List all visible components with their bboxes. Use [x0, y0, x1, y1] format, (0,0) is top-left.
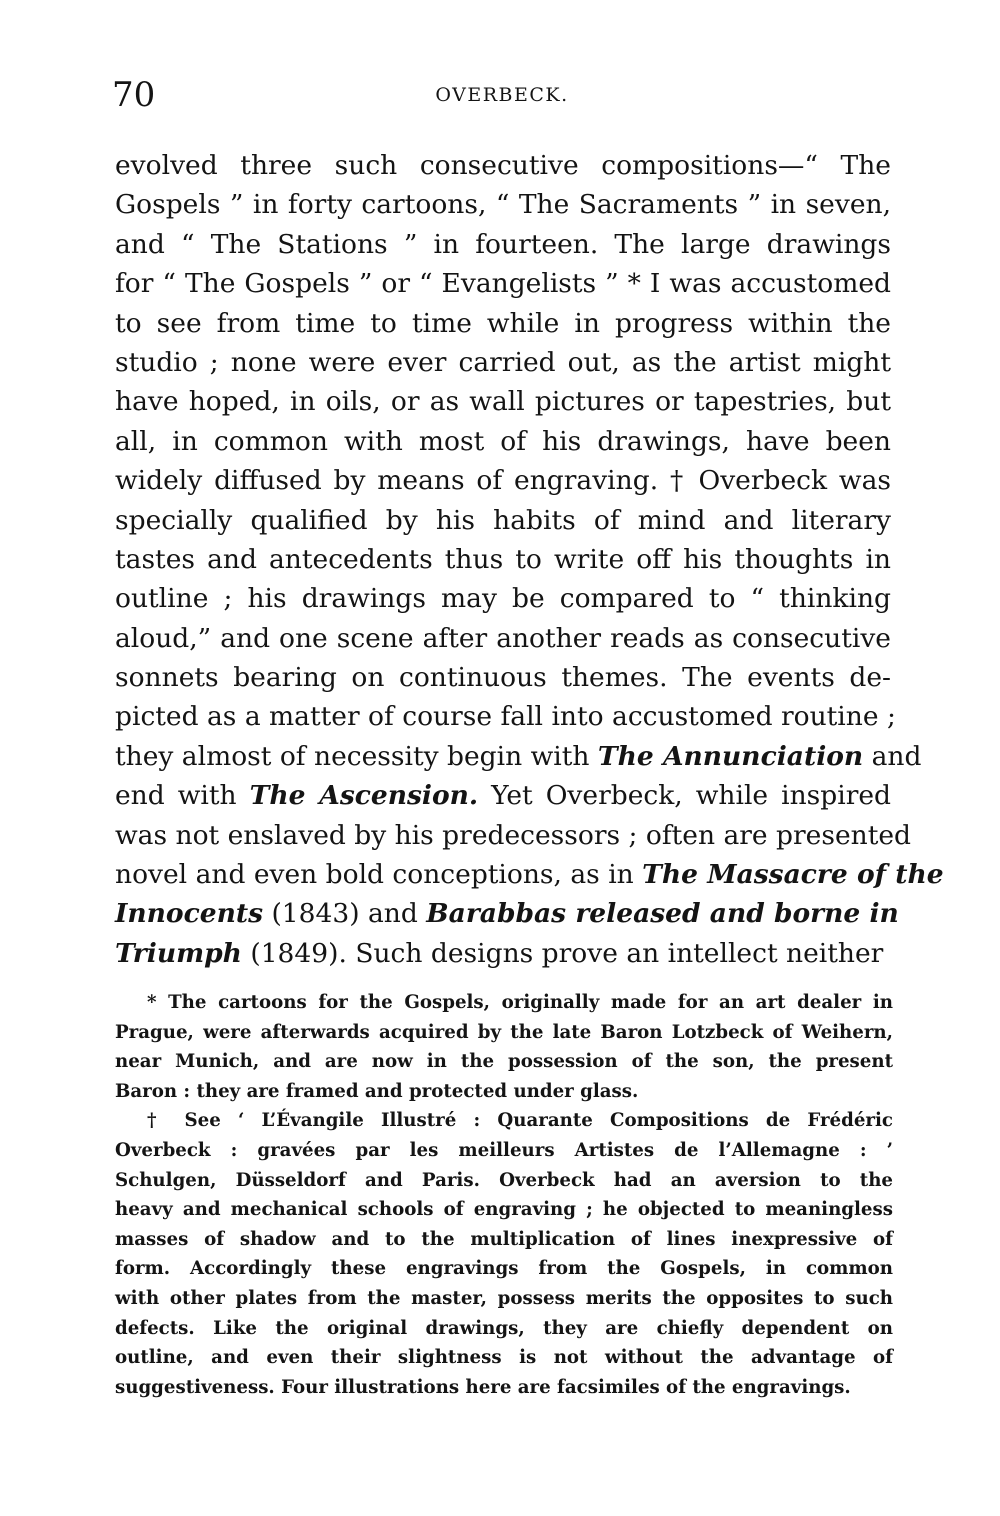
body-line: [115, 855, 944, 894]
body-line: [115, 934, 891, 973]
page-number: 70: [112, 75, 156, 115]
footnote-dagger-line: with other plates from the master, possess merits the opposites to such: [115, 1287, 893, 1309]
body-line: specially qualified by his habits of mind and literary: [115, 504, 891, 536]
footnote-dagger-line: heavy and mechanical schools of engraving ; he objected to meaningless: [115, 1199, 893, 1221]
body-line: was not enslaved by his predecessors ; often are presented: [115, 819, 911, 851]
body-line: picted as a matter of course fall into accustomed routine ;: [115, 701, 896, 733]
running-title: OVERBECK.: [435, 84, 569, 106]
footnote-dagger-line: defects. Like the original drawings, they are chiefly dependent on: [115, 1317, 893, 1339]
italic-title: Innocents: [115, 898, 264, 930]
footnote-star-line: Prague, were afterwards acquired by the late Baron Lotzbeck of Weihern,: [115, 1021, 893, 1043]
body-line: [115, 776, 891, 815]
body-line: outline ; his drawings may be compared to “ thinking: [115, 583, 891, 615]
italic-title: Triumph: [115, 937, 242, 969]
text-run: (1849). Such designs prove an intellect neither: [241, 937, 884, 969]
body-line: aloud,” and one scene after another reads as consecutive: [115, 622, 891, 654]
footnote-star-line: Baron : they are framed and protected under glass.: [115, 1080, 639, 1102]
body-line: sonnets bearing on continuous themes. The events de-: [115, 662, 891, 694]
body-line: tastes and antecedents thus to write off his thoughts in: [115, 543, 891, 575]
text-run: and: [863, 740, 922, 772]
text-run: Yet Overbeck, while inspired: [478, 780, 892, 812]
body-line: have hoped, in oils, or as wall pictures or tapestries, but: [115, 386, 891, 418]
body-line: [115, 894, 899, 933]
text-run: end with: [115, 780, 250, 812]
body-line: for “ The Gospels ” or “ Evangelists ” * I was accustomed: [115, 268, 891, 300]
body-line: Gospels ” in forty cartoons, “ The Sacraments ” in seven,: [115, 189, 891, 221]
italic-title: The Annunciation: [597, 740, 864, 772]
body-text: [115, 146, 944, 973]
page-header: [112, 70, 892, 120]
body-line: and “ The Stations ” in fourteen. The large drawings: [115, 228, 891, 260]
footnote-dagger-line: Schulgen, Düsseldorf and Paris. Overbeck had an aversion to the: [115, 1169, 893, 1191]
italic-title: The Ascension.: [249, 780, 479, 812]
footnote-dagger-line: masses of shadow and to the multiplication of lines inexpressive of: [115, 1228, 893, 1250]
body-line: studio ; none were ever carried out, as the artist might: [115, 346, 891, 378]
text-run: novel and even bold conceptions, as in: [115, 859, 643, 891]
text-run: (1843) and: [263, 898, 427, 930]
body-line: [115, 737, 922, 776]
footnote-star-line: * The cartoons for the Gospels, originally made for an art dealer in: [147, 992, 893, 1013]
footnote-dagger-line: outline, and even their slightness is not without the advantage of: [115, 1347, 893, 1369]
footnote-dagger-line: suggestiveness. Four illustrations here are facsimiles of the engravings.: [115, 1376, 851, 1398]
footnote-dagger-line: Overbeck : gravées par les meilleurs Artistes de l’Allemagne : ’: [115, 1139, 893, 1161]
body-line: evolved three such consecutive compositions—“ The: [115, 150, 891, 181]
footnote-dagger-line: form. Accordingly these engravings from the Gospels, in common: [115, 1258, 893, 1280]
body-line: widely diffused by means of engraving. † Overbeck was: [115, 465, 891, 497]
body-line: all, in common with most of his drawings, have been: [115, 425, 891, 457]
footnotes: [115, 988, 893, 1402]
footnote-star-line: near Munich, and are now in the possession of the son, the present: [115, 1051, 893, 1073]
italic-title: Barabbas released and borne in: [426, 898, 899, 930]
italic-title: The Massacre of the: [642, 859, 944, 891]
body-line: to see from time to time while in progress within the: [115, 307, 891, 339]
text-run: they almost of necessity begin with: [115, 740, 598, 772]
footnote-dagger-line: † See ‘ L’Évangile Illustré : Quarante Compositions de Frédéric: [147, 1110, 893, 1132]
